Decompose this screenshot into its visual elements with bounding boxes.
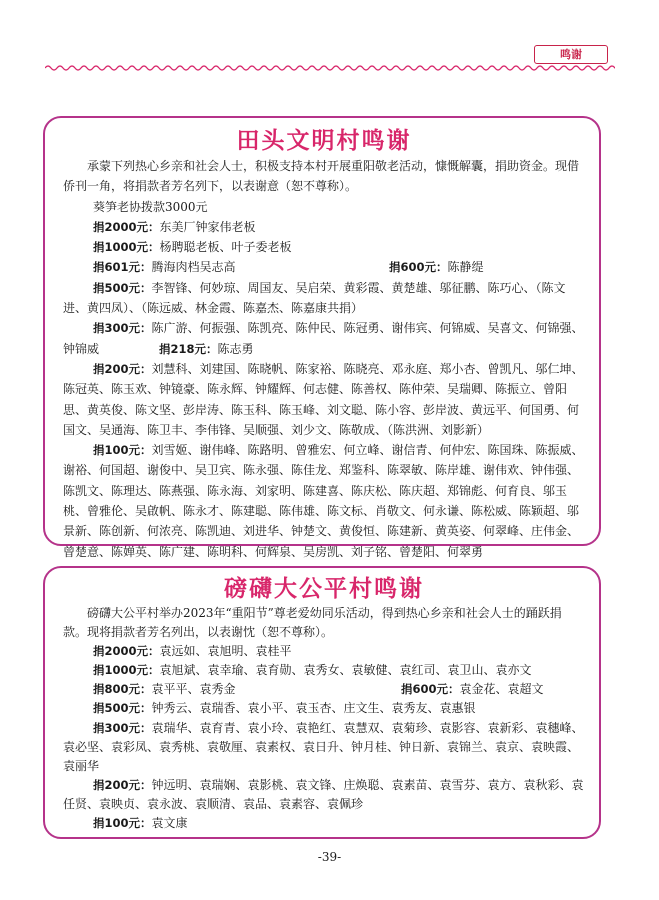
donation-row [63,719,585,776]
donation-row [63,278,585,319]
donor-names: 腾海肉档吴志高 [151,260,236,275]
donation-row [63,257,585,277]
donation-right [401,680,544,699]
section-tag: 鸣谢 [534,45,608,64]
donation-amount: 捐1000元： [93,663,160,678]
donation-amount: 捐1000元： [93,240,160,255]
donation-amount: 捐100元： [93,443,152,458]
donation-row [63,217,585,237]
donor-names: 袁旭斌、袁幸瑜、袁育勋、袁秀女、袁敏健、袁红司、袁卫山、袁亦文 [159,663,532,678]
donation-amount: 捐500元： [93,701,152,716]
donation-amount: 捐200元： [93,777,152,792]
donation-amount: 捐200元： [93,361,152,376]
donor-names: 袁平平、袁秀金 [151,682,236,697]
donor-names: 东美厂钟家伟老板 [159,219,256,234]
donation-row [63,318,585,359]
donation-row [63,776,585,814]
donation-amount: 捐600元： [389,260,448,275]
donor-names: 李智锋、何妙琼、周国友、吴启荣、黄彩霞、黄楚雄、邬征鹏、陈巧心、（陈文进、黄四凤）、（陈远威、林金霞、陈嘉杰、陈嘉康共捐） [63,280,566,316]
donation-row [63,359,585,440]
donor-names: 袁瑞华、袁育青、袁小玲、袁艳红、袁慧双、袁菊珍、袁影容、袁新彩、袁穗峰、袁必坚、袁彩凤、袁秀桃、袁敬厘、袁素权、袁日升、钟月桂、钟日新、袁锦兰、袁京、袁映霞、袁丽华 [63,720,584,773]
panel-title: 磅礴大公平村鸣谢 [224,576,424,602]
donation-row [63,699,585,718]
donor-names: 袁远如、袁旭明、袁桂平 [159,644,292,659]
panel-dagongping [43,566,601,839]
donation-amount: 捐300元： [93,720,152,735]
donor-names: 钟远明、袁瑞娴、袁影桃、袁文锋、庄焕聪、袁素苗、袁雪芬、袁方、袁秋彩、袁任贤、袁映贞、袁永波、袁顺清、袁品、袁素容、袁佩珍 [63,777,584,811]
intro-paragraph: 承蒙下列热心乡亲和社会人士，积极支持本村开展重阳敬老活动，慷慨解囊，捐助资金。现借侨刊一角，将捐款者芳名列下，以表谢意（恕不尊称）。 [63,159,580,194]
decorative-wave-divider [45,64,615,72]
donor-names: 刘慧科、刘建国、陈晓帆、陈家裕、陈晓亮、邓永庭、郑小杏、曾凯凡、邬仁坤、陈冠英、陈玉欢、钟镜豪、陈永辉、钟耀辉、何志健、陈善权、陈仲荣、吴瑞卿、陈振立、曾阳思、黄英俊、陈文坚、彭岸涛、陈玉科、陈玉峰、刘文聪、陈小容、彭岸波、黄远平、何国勇、何国文、吴通海、陈卫丰、李伟锋、吴顺强、刘少文、陈敬成、（陈洪洲、刘影新） [63,361,584,437]
donation-row [63,642,585,661]
donation-row [63,814,585,833]
page-number: -39- [317,850,342,864]
donation-amount: 捐601元： [93,260,152,275]
donation-amount: 捐2000元： [93,644,160,659]
donor-names: 袁金花、袁超文 [459,682,544,697]
donation-amount: 捐800元： [93,682,152,697]
donation-row [63,680,585,699]
donation-left [93,257,389,277]
donor-names: 杨聘聪老板、叶子委老板 [159,240,292,255]
intro-paragraph: 磅礴大公平村举办2023年“重阳节”尊老爱幼同乐活动，得到热心乡亲和社会人士的踊跃捐款。现将捐款者芳名列出，以表谢忱（恕不尊称）。 [63,606,562,640]
donation-amount: 捐600元： [401,682,460,697]
extra-note: 葵笋老协拨款3000元 [93,199,208,214]
donation-amount: 捐2000元： [93,219,160,234]
panel-body [63,156,585,562]
donation-row [63,237,585,257]
donation-row [63,440,585,562]
donor-names: 陈志勇 [217,341,254,356]
donation-right [389,257,484,277]
donation-amount: 捐218元： [159,341,218,356]
donor-names: 陈广游、何振强、陈凯亮、陈仲民、陈冠勇、谢伟宾、何锦威、吴喜文、何锦强、钟锦威 [63,321,584,356]
panel-tiantou [43,116,601,559]
donor-names: 陈静缇 [447,260,484,275]
donation-amount: 捐300元： [93,321,152,336]
donor-names: 刘雪姬、谢伟峰、陈路明、曾雅宏、何立峰、谢信青、何仲宏、陈国珠、陈振威、谢裕、何国超、谢俊中、吴卫宾、陈永强、陈佳龙、郑鉴科、陈翠敏、陈岸雄、谢伟欢、钟伟强、陈凯文、陈理达、陈燕强、陈永海、刘家明、陈建喜、陈庆松、陈庆超、郑锦彪、何育良、邬玉桃、曾雅伦、吴啟帆、陈永才、陈建聪、陈伟雄、陈文标、肖敬文、何永谦、陈松威、陈颖超、邬景新、陈创新、何浓亮、陈凯迪、刘进华、钟楚文、黄俊恒、陈建新、黄英姿、何翠峰、庄伟金、曾楚意、陈婵英、陈广建、陈明科、何辉泉、吴房凯、刘子铭、曾楚阳、何翠勇 [63,443,584,559]
panel-body [63,604,585,833]
donor-names: 钟秀云、袁瑞香、袁小平、袁玉杏、庄文生、袁秀友、袁惠银 [151,701,476,716]
donation-amount: 捐100元： [93,816,152,831]
donation-amount: 捐500元： [93,280,152,295]
donor-names: 袁文康 [151,816,188,831]
donation-row [63,661,585,680]
donation-left [93,680,401,699]
panel-title: 田头文明村鸣谢 [236,128,412,154]
